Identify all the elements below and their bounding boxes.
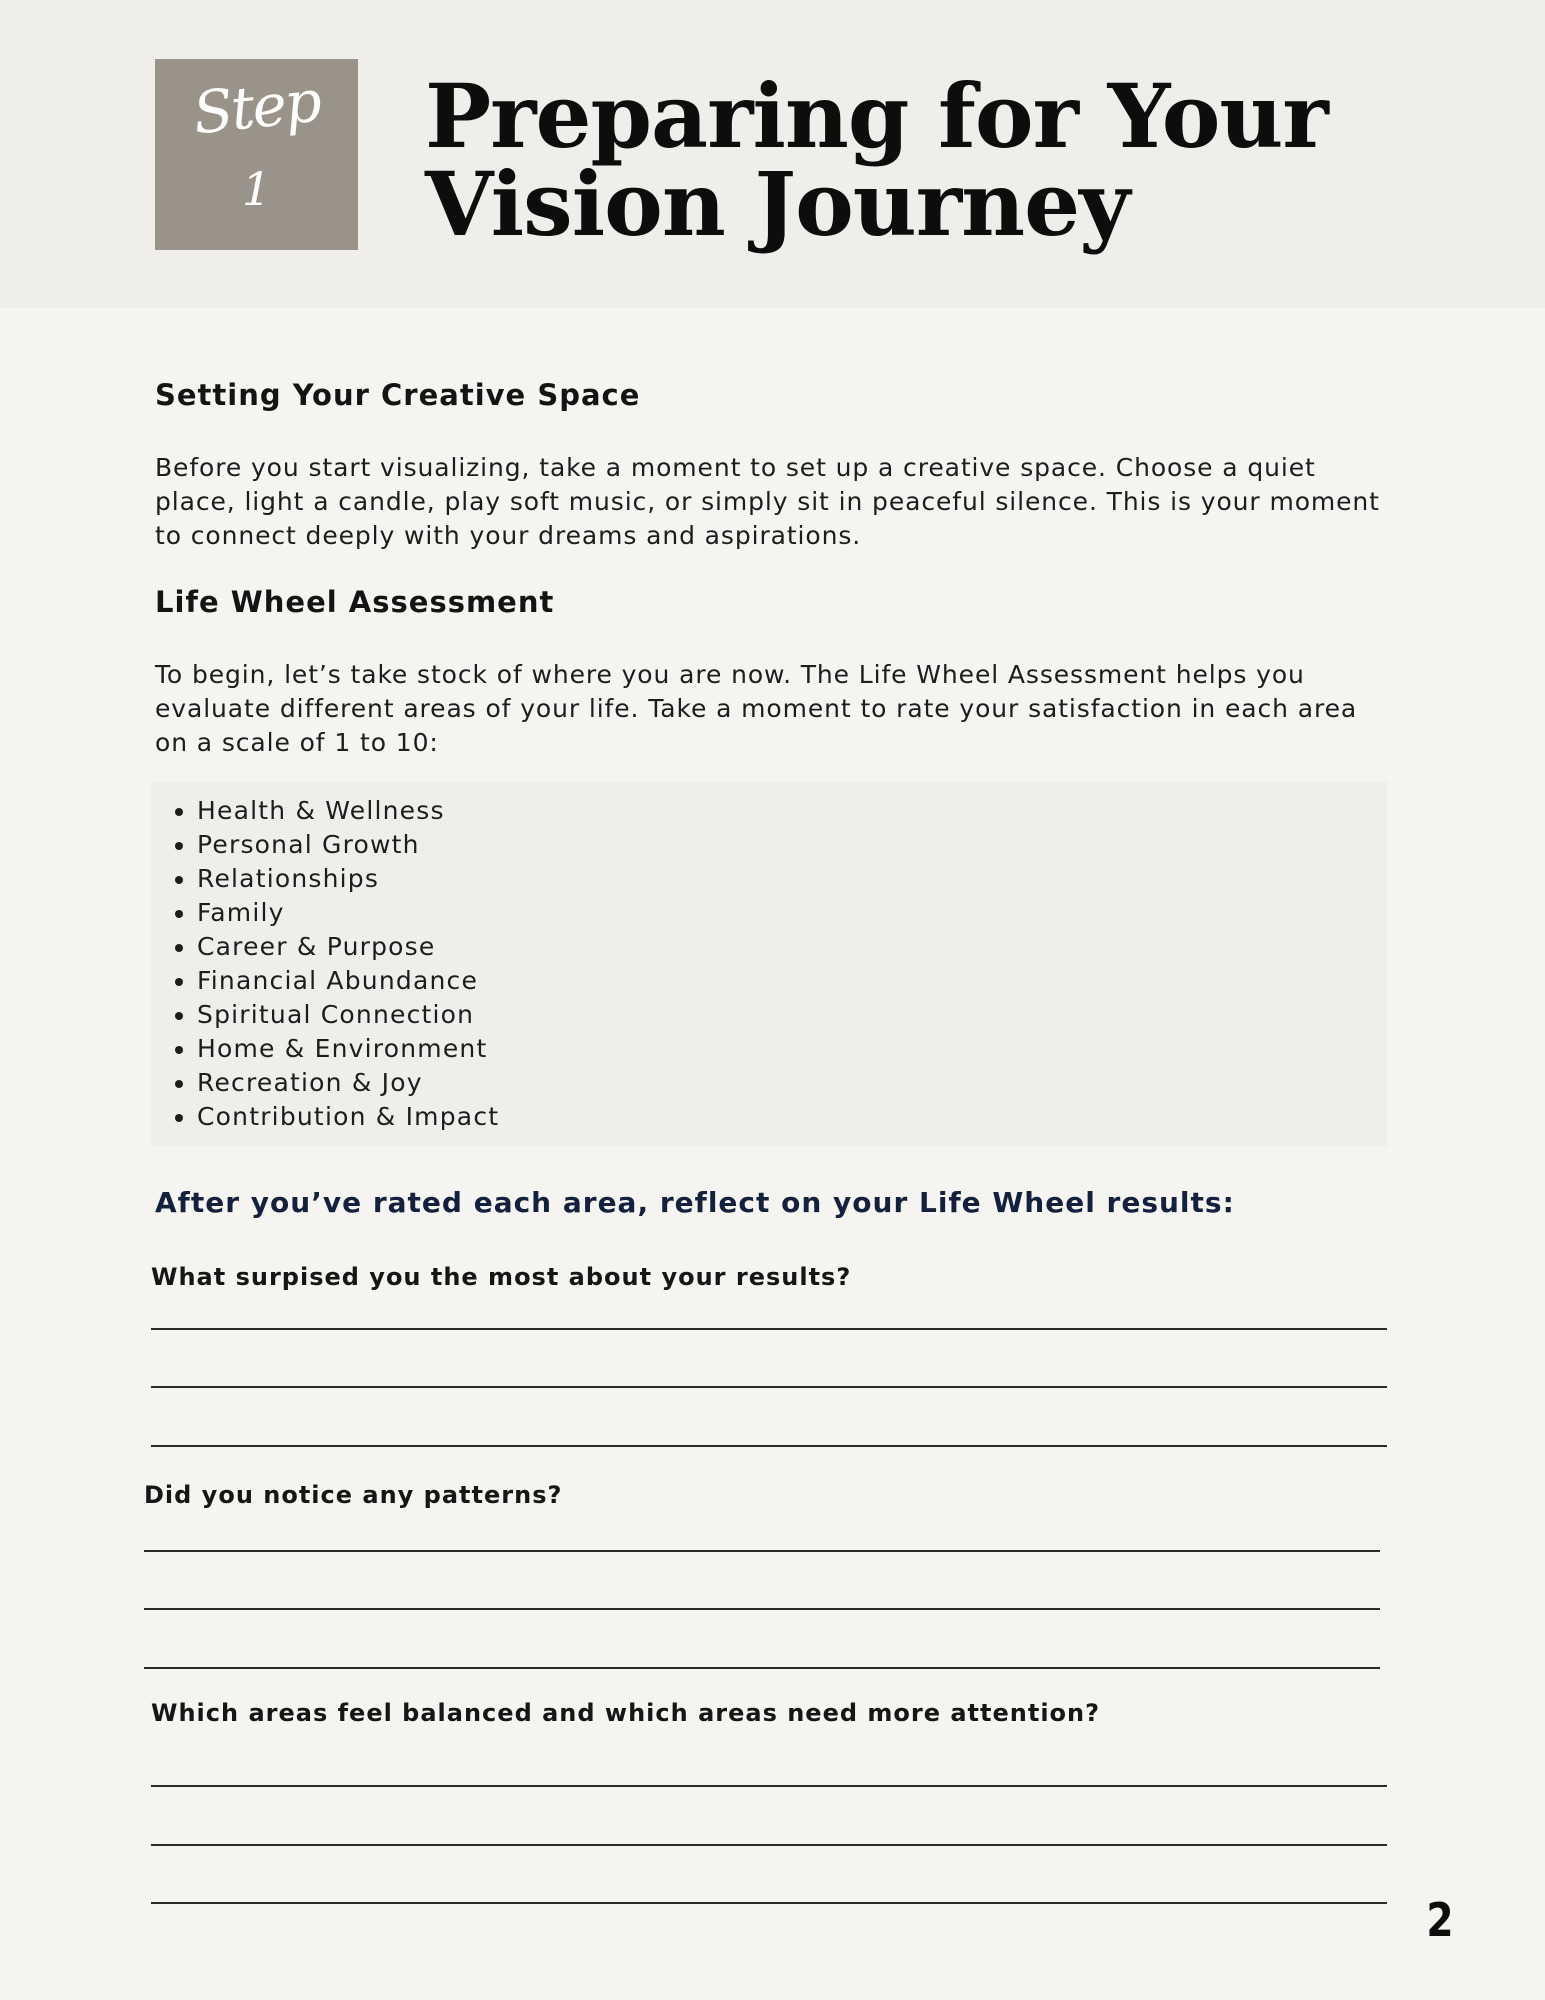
reflection-heading: After you’ve rated each area, reflect on your Life Wheel results: — [155, 1186, 1235, 1219]
list-item: • Recreation & Joy — [197, 1066, 1387, 1100]
step-word: Step — [190, 66, 323, 148]
list-item: • Health & Wellness — [197, 794, 1387, 828]
list-item: • Relationships — [197, 862, 1387, 896]
question-balance: Which areas feel balanced and which areas need more attention? — [151, 1699, 1101, 1727]
question-surprised: What surpised you the most about your results? — [151, 1263, 852, 1291]
page-title-line1: Preparing for Your — [425, 64, 1328, 168]
answer-line[interactable] — [151, 1902, 1387, 1904]
list-item: • Family — [197, 896, 1387, 930]
answer-line[interactable] — [144, 1667, 1380, 1669]
answer-line[interactable] — [151, 1785, 1387, 1787]
life-areas-list — [151, 782, 1387, 1134]
list-item: • Financial Abundance — [197, 964, 1387, 998]
page-number: 2 — [1426, 1893, 1454, 1947]
page-title — [425, 64, 1485, 256]
answer-line[interactable] — [151, 1844, 1387, 1846]
step-number: 1 — [241, 162, 272, 216]
answer-line[interactable] — [151, 1328, 1387, 1330]
creative-space-text: Before you start visualizing, take a moment to set up a creative space. Choose a quiet place, light a candle, play soft music, or simply sit in peaceful silence. This is your moment to connect deeply with your dreams and aspirations. — [155, 453, 1380, 550]
creative-space-heading: Setting Your Creative Space — [155, 378, 641, 412]
header-band — [0, 0, 1545, 308]
list-item: • Contribution & Impact — [197, 1100, 1387, 1134]
answer-line[interactable] — [144, 1550, 1380, 1552]
list-item: • Spiritual Connection — [197, 998, 1387, 1032]
answer-line[interactable] — [151, 1445, 1387, 1447]
list-item: • Personal Growth — [197, 828, 1387, 862]
life-wheel-heading: Life Wheel Assessment — [155, 585, 555, 619]
life-wheel-text: To begin, let’s take stock of where you are now. The Life Wheel Assessment helps you evaluate different areas of your life. Take a moment to rate your satisfaction in each area on a scale of 1 to 10: — [155, 660, 1358, 757]
list-item: • Home & Environment — [197, 1032, 1387, 1066]
list-item: • Career & Purpose — [197, 930, 1387, 964]
answer-line[interactable] — [144, 1608, 1380, 1610]
life-areas-box — [151, 782, 1387, 1146]
page-title-line2: Vision Journey — [425, 152, 1130, 256]
question-patterns: Did you notice any patterns? — [144, 1481, 563, 1509]
answer-line[interactable] — [151, 1386, 1387, 1388]
step-badge — [155, 59, 358, 250]
